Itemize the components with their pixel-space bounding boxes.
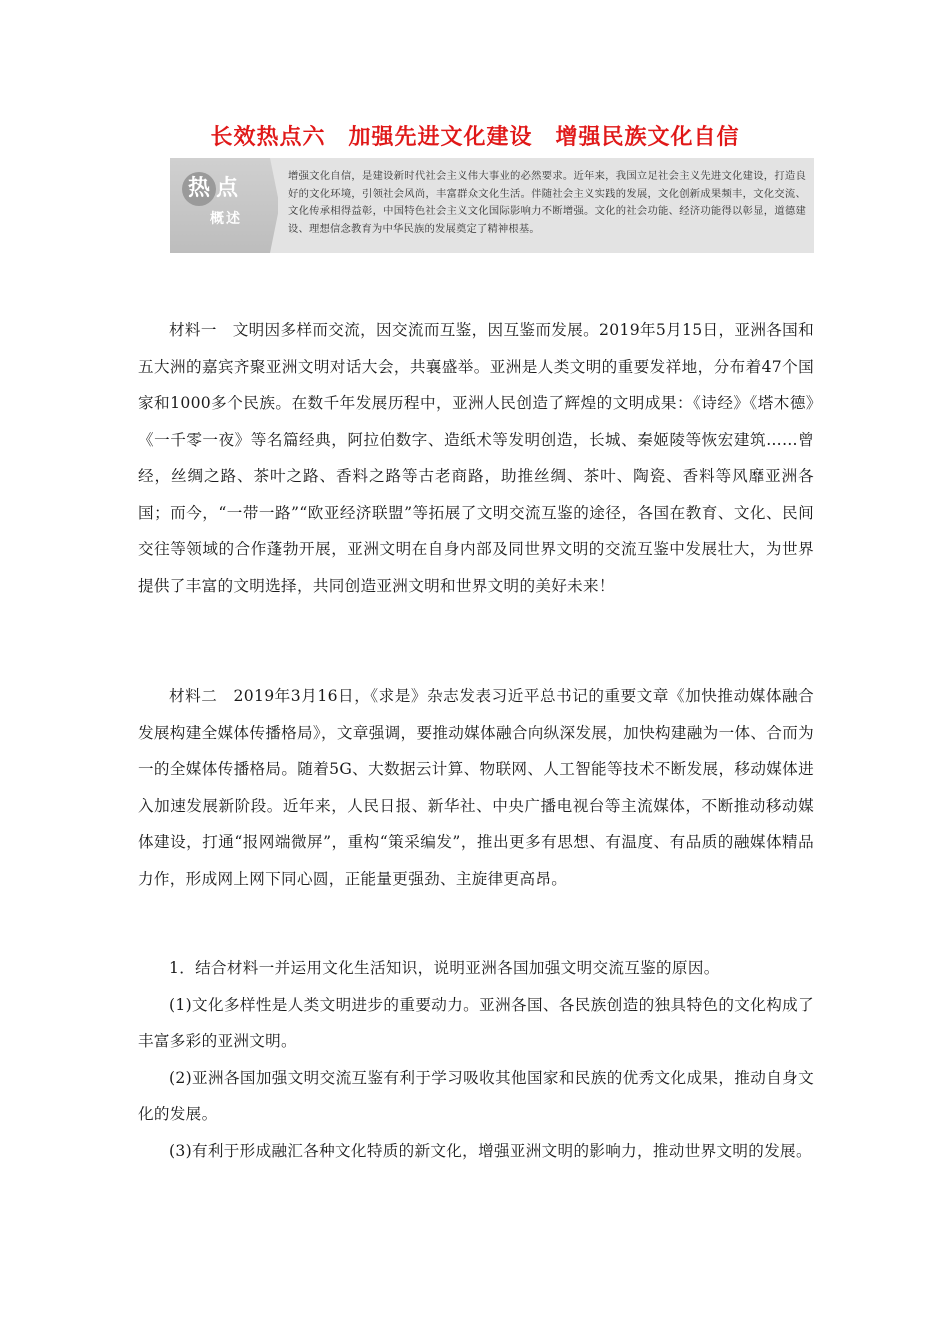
hotspot-badge [170, 158, 278, 253]
material-two-text: 材料二 2019年3月16日，《求是》杂志发表习近平总书记的重要文章《加快推动媒体融合发展构建全媒体传播格局》，文章强调，要推动媒体融合向纵深发展，加快构建融为一体、合而为一的全媒体传播格局。随着5G、大数据云计算、物联网、人工智能等技术不断发展，移动媒体进入加速发展新阶段。近年来，人民日报、新华社、中央广播电视台等主流媒体，不断推动移动媒体建设，打通“报网端微屏”，重构“策采编发”，推出更多有思想、有温度、有品质的融媒体精品力作，形成网上网下同心圆，正能量更强劲、主旋律更高昂。 [138, 687, 814, 888]
material-one-text: 材料一 文明因多样而交流，因交流而互鉴，因互鉴而发展。2019年5月15日，亚洲各国和五大洲的嘉宾齐聚亚洲文明对话大会，共襄盛举。亚洲是人类文明的重要发祥地，分布着47个国家和1000多个民族。在数千年发展历程中，亚洲人民创造了辉煌的文明成果：《诗经》《塔木德》《一千零一夜》等名篇经典，阿拉伯数字、造纸术等发明创造，长城、秦姬陵等恢宏建筑……曾经，丝绸之路、茶叶之路、香料之路等古老商路，助推丝绸、茶叶、陶瓷、香料等风靡亚洲各国；而今，“一带一路”“欧亚经济联盟”等拓展了文明交流互鉴的途径，各国在教育、文化、民间交往等领域的合作蓬勃开展，亚洲文明在自身内部及同世界文明的交流互鉴中发展壮大，为世界提供了丰富的文明选择，共同创造亚洲文明和世界文明的美好未来！ [138, 321, 814, 595]
hotspot-summary-box [170, 158, 814, 253]
summary-text: 增强文化自信，是建设新时代社会主义伟大事业的必然要求。近年来，我国立足社会主义先进文化建设，打造良好的文化环境，引领社会风尚，丰富群众文化生活。伴随社会主义实践的发展，文化创新成果频丰，文化交流、文化传承相得益彰，中国特色社会主义文化国际影响力不断增强。文化的社会功能、经济功能得以彰显，道德建设、理想信念教育为中华民族的发展奠定了精神根基。 [288, 170, 806, 235]
material-one [138, 312, 814, 604]
badge-subtitle: 概述 [210, 211, 242, 227]
answer-item: (3)有利于形成融汇各种文化特质的新文化，增强亚洲文明的影响力，推动世界文明的发展。 [169, 1141, 812, 1160]
material-two [138, 678, 814, 897]
answer-item: (1)文化多样性是人类文明进步的重要动力。亚洲各国、各民族创造的独具特色的文化构成了丰富多彩的亚洲文明。 [138, 995, 814, 1050]
question-one [138, 950, 814, 1169]
question-one-prompt: 1．结合材料一并运用文化生活知识，说明亚洲各国加强文明交流互鉴的原因。 [169, 959, 720, 977]
badge-char-re: 热 [182, 172, 216, 206]
answer-item: (2)亚洲各国加强文明交流互鉴有利于学习吸收其他国家和民族的优秀文化成果，推动自身文化的发展。 [138, 1068, 814, 1123]
badge-char-dian: 点 [216, 176, 239, 201]
page-title: 长效热点六 加强先进文化建设 增强民族文化自信 [210, 125, 740, 150]
